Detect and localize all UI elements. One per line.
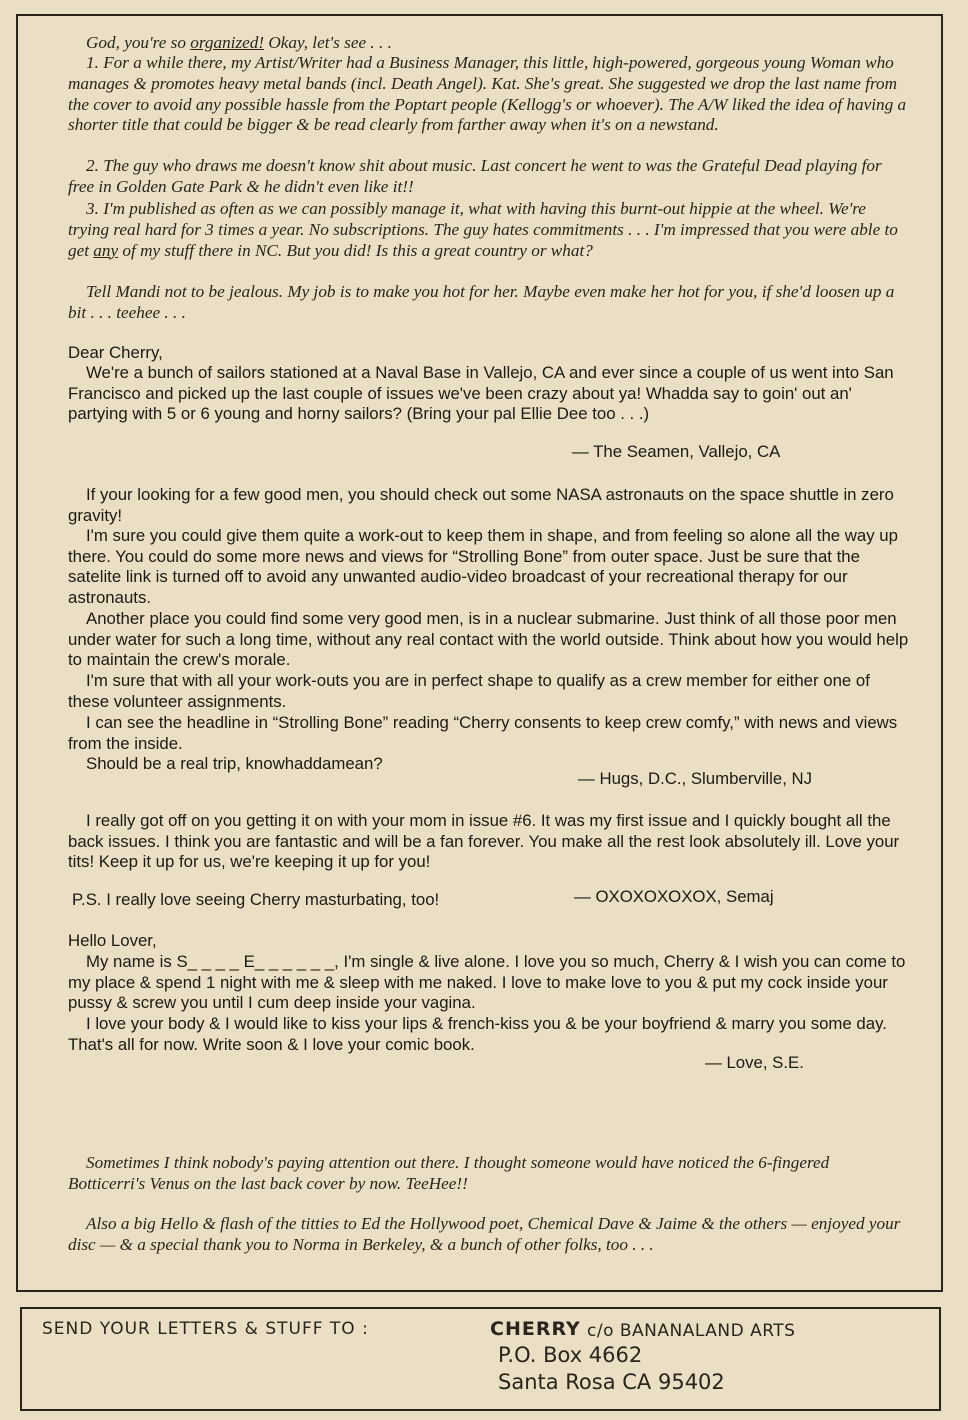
po-box: P.O. Box 4662 <box>498 1343 643 1367</box>
letter-semaj-ps: P.S. I really love seeing Cherry masturbating, too! <box>72 890 440 909</box>
letter-dc-p6: Should be a real trip, knowhaddamean? <box>86 754 383 773</box>
letter-dc-p3: Another place you could find some very good men, is in a nuclear submarine. Just think of all those poor men under water for such a long time, without any real contact with the world outside. Think about how you would help to maintain the crew's morale. <box>68 609 909 670</box>
emphasis-organized: organized! <box>190 33 265 52</box>
letter-se-p1: My name is S_ _ _ _ E_ _ _ _ _ _, I'm single & live alone. I love you so much, Cherry & I wish you can come to my place & spend 1 night with me & sleep with me naked. I love to make love to you & put my cock inside your pussy & screw you until I cum deep inside your vagina. <box>68 952 906 1013</box>
emphasis-any: any <box>93 240 119 260</box>
letter-dc-p1: If your looking for a few good men, you should check out some NASA astronauts on the space shuttle in zero gravity! <box>68 485 894 525</box>
editor-reply-point-1: 1. For a while there, my Artist/Writer had a Business Manager, this little, high-powered, gorgeous young Woman who manages & promotes heavy metal bands (incl. Death Angel). Kat. She's great. She suggested we drop the last name from the cover to avoid any possible hassle from the Poptart people (Kellogg's or whoever). The A/W liked the idea of having a shorter title that could be bigger & be read clearly from farther away when it's on a newstand. <box>68 53 907 135</box>
send-letters-label: SEND YOUR LETTERS & STUFF TO : <box>42 1319 369 1339</box>
letter-dc-p5: I can see the headline in “Strolling Bone” reading “Cherry consents to keep crew comfy,” with news and views from the inside. <box>68 713 898 753</box>
letter-se-signature: — Love, S.E. <box>705 1053 804 1072</box>
letter-seamen-greeting: Dear Cherry, <box>68 343 163 362</box>
editor-reply-closing: Tell Mandi not to be jealous. My job is to make you hot for her. Maybe even make her hot for you, if she'd loosen up a bit . . . teehee . . . <box>68 282 895 322</box>
letter-semaj-body: I really got off on you getting it on with your mom in issue #6. It was my first issue and I quickly bought all the back issues. I think you are fantastic and will be a fan forever. You make all the rest look absolutely ill. Love your tits! Keep it up for us, we're keeping it up for you! <box>68 811 900 872</box>
letter-se-greeting: Hello Lover, <box>68 931 157 950</box>
editor-note-thanks: Also a big Hello & flash of the titties to Ed the Hollywood poet, Chemical Dave & Jaime & the others — enjoyed your disc — & a special thank you to Norma in Berkeley, & a bunch of other folks, too . . . <box>68 1214 901 1254</box>
letter-semaj-signature: — OXOXOXOXOX, Semaj <box>574 887 774 906</box>
letter-seamen-body: We're a bunch of sailors stationed at a Naval Base in Vallejo, CA and ever since a couple of us went into San Francisco and picked up the last couple of issues we've been crazy about ya! Whadda say to goin' out an' partying with 5 or 6 young and horny sailors? (Bring your pal Ellie Dee too . . .) <box>68 363 894 424</box>
city-address: Santa Rosa CA 95402 <box>498 1370 725 1394</box>
letter-se-p2: I love your body & I would like to kiss your lips & french-kiss you & be your boyfriend & marry you some day. That's all for now. Write soon & I love your comic book. <box>68 1014 887 1054</box>
editor-reply-intro: God, you're so organized! Okay, let's see . . . <box>86 33 392 52</box>
letter-seamen-signature: — The Seamen, Vallejo, CA <box>572 442 781 461</box>
care-of-bananaland: c/o BANANALAND ARTS <box>587 1321 796 1341</box>
editor-reply-point-2: 2. The guy who draws me doesn't know shit about music. Last concert he went to was the Grateful Dead playing for free in Golden Gate Park & he didn't even like it!! <box>68 156 882 196</box>
letter-dc-p2: I'm sure you could give them quite a work-out to keep them in shape, and from feeling so alone all the way up there. You could do some more news and views for “Strolling Bone” from outer space. Just be sure that the satelite link is turned off to avoid any unwanted audio-video broadcast of your recreational therapy for our astronauts. <box>68 526 898 608</box>
editor-reply-point-3: 3. I'm published as often as we can possibly manage it, what with having this burnt-out hippie at the wheel. We're trying real hard for 3 times a year. No subscriptions. The guy hates commitments . . . I'm impressed that you were able to get any of my stuff there in NC. But you did! Is this a great country or what? <box>68 199 898 260</box>
letter-dc-p4: I'm sure that with all your work-outs you are in perfect shape to qualify as a crew member for either one of these volunteer assignments. <box>68 671 870 711</box>
address-box <box>20 1307 941 1411</box>
editor-note-venus: Sometimes I think nobody's paying attention out there. I thought someone would have noticed the 6-fingered Botticerri's Venus on the last back cover by now. TeeHee!! <box>68 1153 830 1193</box>
letter-dc-signature: — Hugs, D.C., Slumberville, NJ <box>578 769 813 788</box>
cherry-name: CHERRY <box>490 1318 581 1340</box>
